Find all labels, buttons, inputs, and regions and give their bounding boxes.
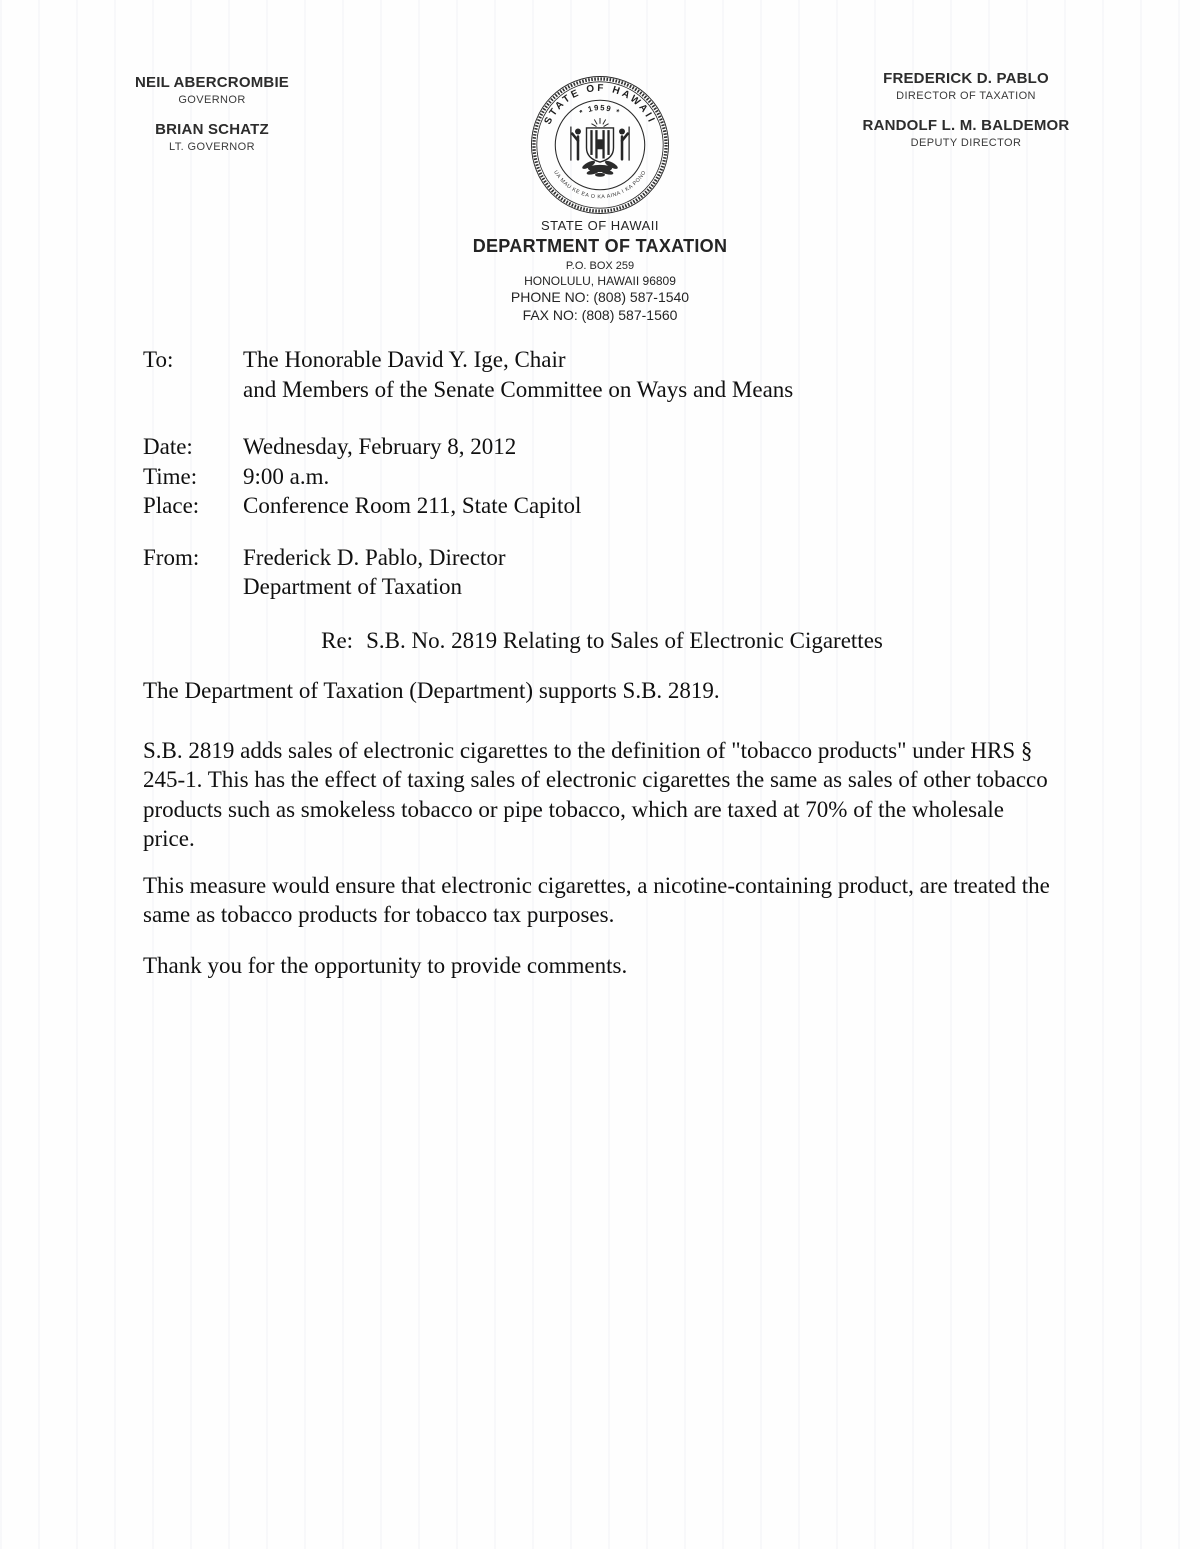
governor-block	[102, 74, 322, 107]
agency-pobox-line: P.O. BOX 259	[565, 260, 635, 272]
deputy-director-block	[856, 117, 1076, 150]
memo-from-label: From:	[143, 544, 200, 570]
seal-ring-text: STATE OF HAWAII	[542, 82, 658, 127]
lt-governor-block	[102, 121, 322, 154]
body-paragraph-support: The Department of Taxation (Department) supports S.B. 2819.	[143, 678, 720, 703]
svg-text:* 1959 *	[578, 103, 622, 117]
right-officials-block	[856, 70, 1076, 150]
memo-from-row	[143, 543, 1061, 602]
memo-place-label: Place:	[143, 493, 200, 518]
letter-body	[143, 345, 1061, 980]
director-name: FREDERICK D. PABLO	[883, 70, 1049, 87]
deputy-director-title: DEPUTY DIRECTOR	[910, 137, 1022, 149]
agency-city-line: HONOLULU, HAWAII 96809	[524, 274, 676, 288]
memo-from-line: Frederick D. Pablo, Director	[243, 544, 506, 570]
seal-graphic	[529, 74, 671, 216]
governor-name: NEIL ABERCROMBIE	[134, 74, 290, 91]
left-officials-block	[102, 74, 322, 154]
director-block	[856, 70, 1076, 103]
memo-to-line: and Members of the Senate Committee on Ways and Means	[243, 376, 794, 402]
seal-motto-text: UA MAU KE EA O KA AINA I KA PONO	[552, 169, 648, 201]
memo-date-row	[143, 432, 1061, 462]
memo-place-row	[143, 491, 1061, 521]
agency-address-block	[0, 218, 1200, 324]
hawaii-state-seal-icon	[529, 74, 671, 216]
memo-date-value: Wednesday, February 8, 2012	[243, 434, 517, 459]
governor-title: GOVERNOR	[178, 94, 246, 106]
agency-state-line: STATE OF HAWAII	[541, 218, 659, 233]
seal-coat-of-arms	[571, 118, 629, 177]
memo-schedule-group	[143, 432, 1061, 521]
lt-governor-name: BRIAN SCHATZ	[155, 121, 269, 138]
memo-re-value: S.B. No. 2819 Relating to Sales of Electronic Cigarettes	[366, 627, 883, 653]
memo-to-row	[143, 345, 1061, 404]
memo-re-row	[143, 626, 1061, 656]
memo-to-line: The Honorable David Y. Ige, Chair	[243, 347, 566, 372]
memo-from-value	[243, 543, 1061, 602]
deputy-director-name: RANDOLF L. M. BALDEMOR	[862, 117, 1070, 134]
memo-from-line: Department of Taxation	[243, 574, 462, 599]
memo-date-label: Date:	[143, 434, 193, 459]
memo-place-value: Conference Room 211, State Capitol	[243, 493, 582, 518]
memo-time-row	[143, 462, 1061, 492]
body-paragraph-thanks: Thank you for the opportunity to provide comments.	[143, 952, 628, 978]
memo-time-value: 9:00 a.m.	[243, 463, 330, 489]
seal-year-text: * 1959 *	[578, 103, 622, 118]
agency-department-line: DEPARTMENT OF TAXATION	[472, 236, 728, 256]
memo-to-label: To:	[143, 347, 174, 372]
agency-fax-line: FAX NO: (808) 587-1560	[522, 307, 678, 323]
memo-re-label: Re:	[321, 627, 354, 653]
memo-to-value	[243, 345, 1061, 404]
lt-governor-title: LT. GOVERNOR	[169, 141, 255, 153]
memo-time-label: Time:	[143, 463, 198, 489]
agency-phone-line: PHONE NO: (808) 587-1540	[510, 289, 690, 305]
body-paragraph-definition: S.B. 2819 adds sales of electronic cigarettes to the definition of "tobacco products" under HRS § 245-1. This has the effect of taxing sales of electronic cigarettes the same as sales of other tobacco products such as smokeless tobacco or pipe tobacco, which are taxed at 70% of the wholesale price.	[143, 737, 1048, 851]
director-title: DIRECTOR OF TAXATION	[896, 90, 1036, 102]
body-paragraph-measure: This measure would ensure that electronic cigarettes, a nicotine-containing product, are treated the same as tobacco products for tobacco tax purposes.	[143, 872, 1050, 927]
